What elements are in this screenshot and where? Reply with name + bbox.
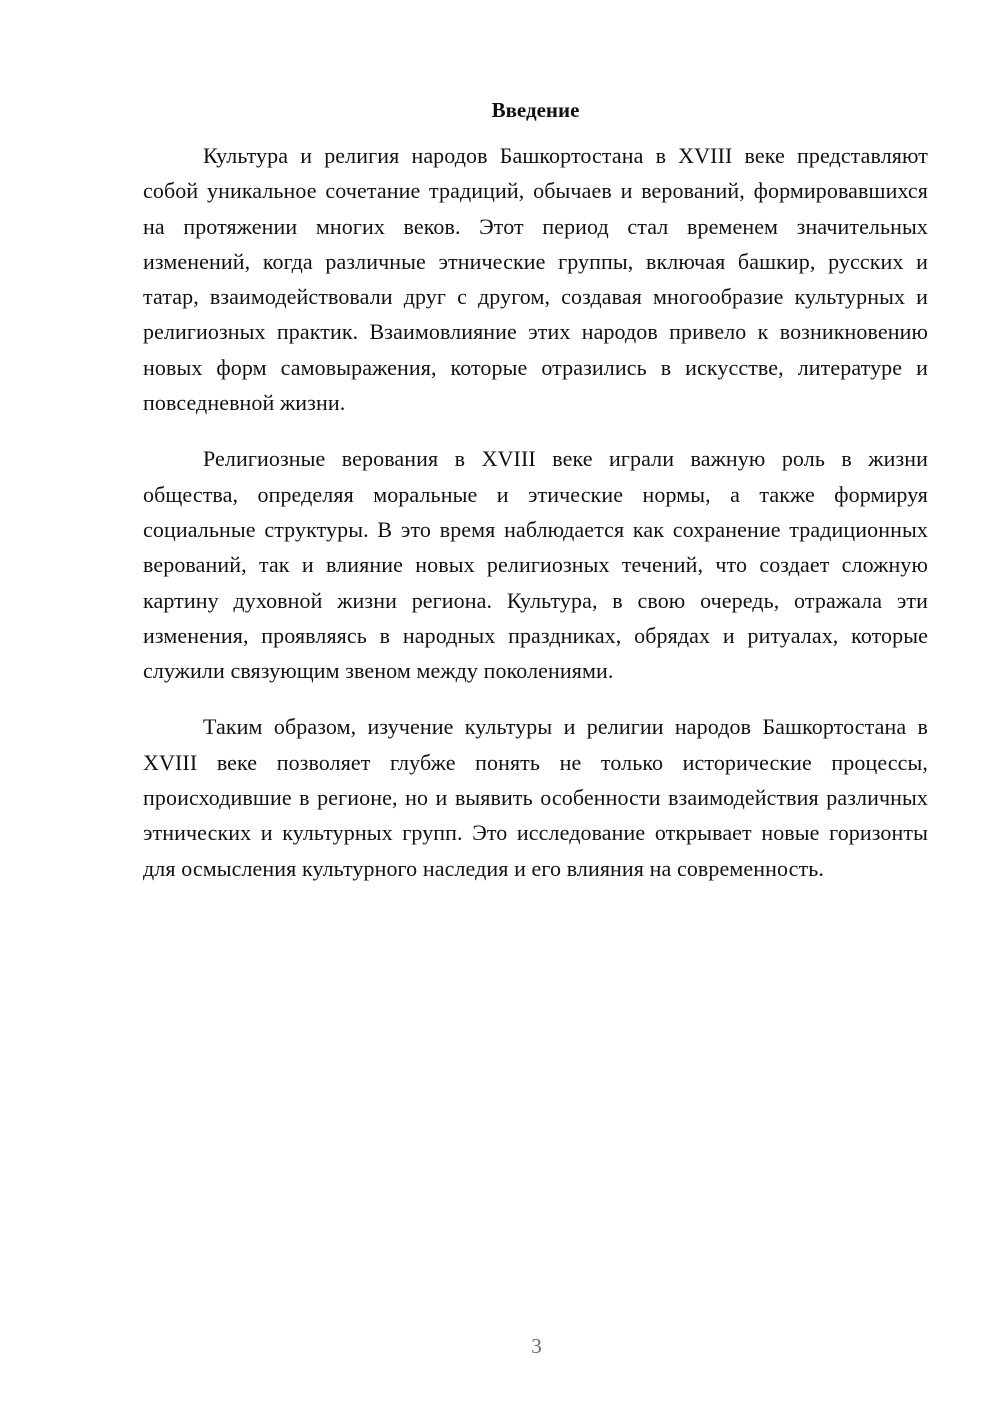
paragraph-3: Таким образом, изучение культуры и религии народов Башкортостана в XVIII веке позволяет глубже понять не только исторические процессы, происходившие в регионе, но и выявить особенности взаимодействия различных этнических и культурных групп. Это исследование открывает новые горизонты для осмысления культурного наследия и его влияния на современность.	[143, 714, 928, 881]
section-title: Введение	[491, 98, 580, 122]
page-number: 3	[531, 1334, 542, 1358]
paragraph-1: Культура и религия народов Башкортостана в XVIII веке представляют собой уникальное сочетание традиций, обычаев и верований, формировавшихся на протяжении многих веков. Этот период стал временем значительных изменений, когда различные этнические группы, включая башкир, русских и татар, взаимодействовали друг с другом, создавая многообразие культурных и религиозных практик. Взаимовлияние этих народов привело к возникновению новых форм самовыражения, которые отразились в искусстве, литературе и повседневной жизни.	[143, 143, 928, 416]
paragraph-2: Религиозные верования в XVIII веке играли важную роль в жизни общества, определяя моральные и этические нормы, а также формируя социальные структуры. В это время наблюдается как сохранение традиционных верований, так и влияние новых религиозных течений, что создает сложную картину духовной жизни региона. Культура, в свою очередь, отражала эти изменения, проявляясь в народных праздниках, обрядах и ритуалах, которые служили связующим звеном между поколениями.	[143, 446, 928, 684]
page-content	[143, 96, 928, 907]
